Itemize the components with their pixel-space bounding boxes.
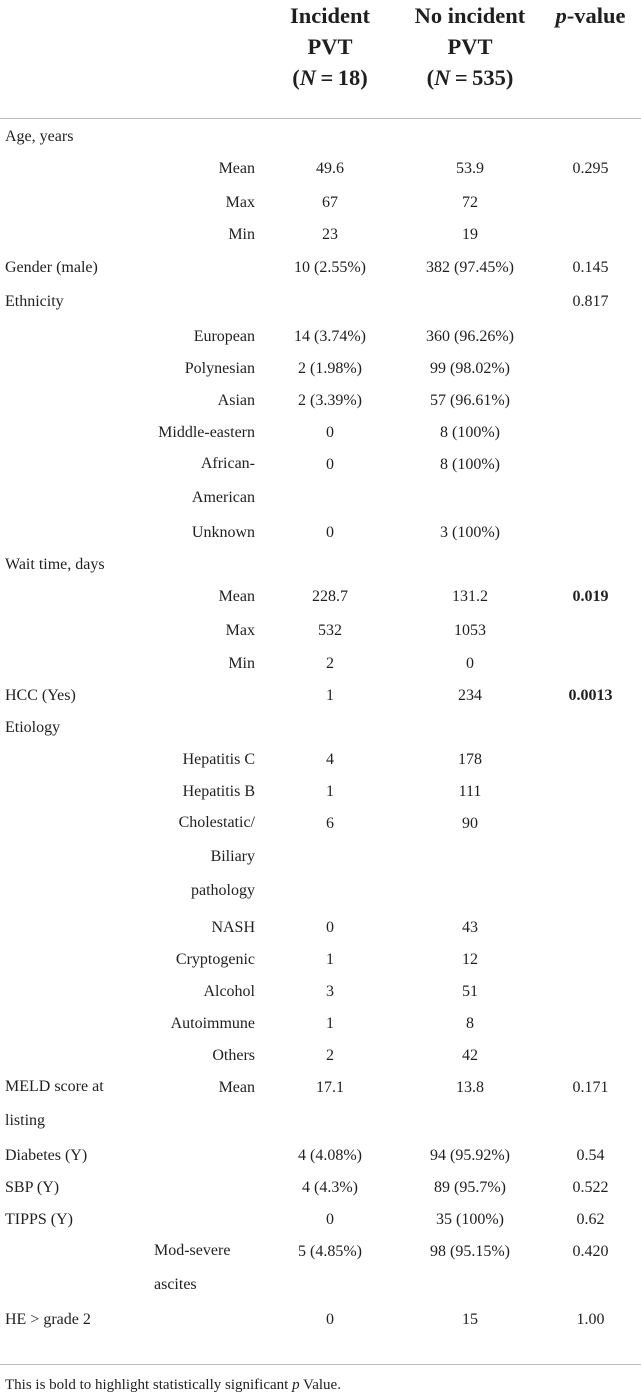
no-incident-pvt-value: 8 (100%)	[440, 423, 500, 441]
incident-pvt-value	[260, 710, 400, 742]
table-row	[0, 742, 641, 774]
incident-pvt-value: 0	[326, 1310, 334, 1328]
row-sublabel	[130, 1202, 260, 1234]
incident-pvt-value: 2 (1.98%)	[298, 359, 362, 377]
table-row	[0, 1070, 641, 1138]
p-value	[540, 613, 641, 646]
incident-pvt-value: 23	[322, 225, 338, 243]
no-incident-pvt-value: 382 (97.45%)	[426, 258, 514, 276]
table-row	[0, 1138, 641, 1170]
row-label	[0, 151, 130, 185]
row-sublabel	[130, 119, 260, 151]
row-sublabel: African- American	[191, 454, 255, 506]
no-incident-pvt-value: 72	[462, 193, 478, 211]
no-incident-pvt-value: 360 (96.26%)	[426, 327, 514, 345]
row-label	[0, 515, 130, 547]
table-row	[0, 1234, 641, 1302]
table-row	[0, 1202, 641, 1234]
table-footnote: This is bold to highlight statistically significant p Value.	[5, 1377, 341, 1393]
incident-pvt-value: 0	[326, 523, 334, 541]
incident-pvt-value: 67	[322, 193, 338, 211]
p-value	[540, 806, 641, 910]
row-label: MELD score at listing	[5, 1077, 104, 1129]
incident-pvt-value: 6	[326, 814, 334, 832]
incident-pvt-value: 49.6	[316, 159, 344, 177]
no-incident-pvt-value: 94 (95.92%)	[430, 1146, 510, 1164]
row-sublabel	[130, 284, 260, 319]
no-incident-pvt-value: 178	[458, 750, 482, 768]
p-value	[540, 646, 641, 678]
table-row	[0, 250, 641, 284]
table-row	[0, 319, 641, 351]
row-sublabel: Max	[225, 193, 255, 211]
row-label: Gender (male)	[5, 258, 98, 276]
row-label	[0, 646, 130, 678]
no-incident-pvt-value	[400, 710, 540, 742]
header-p-value: p-value	[540, 0, 641, 119]
p-value: 0.019	[572, 587, 609, 605]
no-incident-pvt-value	[400, 547, 540, 579]
no-incident-pvt-value: 51	[462, 982, 478, 1000]
no-incident-pvt-value: 12	[462, 950, 478, 968]
p-value: 0.145	[572, 258, 609, 276]
row-sublabel: Mean	[218, 159, 255, 177]
table-row	[0, 974, 641, 1006]
incident-pvt-value: 10 (2.55%)	[294, 258, 366, 276]
no-incident-pvt-value	[400, 284, 540, 319]
table-row	[0, 515, 641, 547]
incident-pvt-value: 1	[326, 782, 334, 800]
table-row	[0, 447, 641, 515]
table-row	[0, 151, 641, 185]
row-sublabel: Middle-eastern	[158, 423, 255, 441]
no-incident-pvt-value: 8 (100%)	[440, 455, 500, 473]
row-label	[0, 1234, 130, 1302]
incident-pvt-value: 1	[326, 686, 334, 704]
incident-pvt-value: 17.1	[316, 1078, 344, 1096]
row-sublabel: Alcohol	[203, 982, 255, 1000]
row-sublabel: Mod-severe ascites	[154, 1241, 231, 1293]
p-value	[540, 974, 641, 1006]
row-sublabel	[130, 1170, 260, 1202]
table-row	[0, 1302, 641, 1334]
incident-pvt-value: 1	[326, 950, 334, 968]
row-sublabel: Mean	[218, 1078, 255, 1096]
header-row	[0, 0, 641, 119]
no-incident-pvt-value: 3 (100%)	[440, 523, 500, 541]
table-row	[0, 119, 641, 151]
row-sublabel: Min	[228, 225, 255, 243]
row-sublabel: Mean	[218, 587, 255, 605]
no-incident-pvt-value	[400, 119, 540, 151]
incident-pvt-value: 4	[326, 750, 334, 768]
row-label	[0, 774, 130, 806]
row-label: Age, years	[5, 128, 74, 145]
row-label	[0, 383, 130, 415]
row-sublabel: Cryptogenic	[175, 950, 255, 968]
p-value	[540, 710, 641, 742]
table-row	[0, 710, 641, 742]
incident-pvt-value: 532	[318, 621, 342, 639]
no-incident-pvt-value: 8	[466, 1014, 474, 1032]
row-sublabel	[130, 547, 260, 579]
table-row	[0, 910, 641, 942]
row-sublabel: NASH	[211, 918, 255, 936]
table-row	[0, 351, 641, 383]
no-incident-pvt-value: 15	[462, 1310, 478, 1328]
row-label: HCC (Yes)	[5, 686, 76, 704]
table-row	[0, 646, 641, 678]
row-sublabel: Cholestatic/ Biliary pathology	[178, 813, 255, 899]
row-label	[0, 942, 130, 974]
p-value: 0.817	[572, 292, 609, 310]
incident-pvt-value: 4 (4.3%)	[302, 1178, 358, 1196]
row-sublabel: Min	[228, 654, 255, 672]
p-value	[540, 119, 641, 151]
row-sublabel: European	[193, 327, 255, 345]
incident-pvt-value: 2	[326, 1046, 334, 1064]
table-row	[0, 1170, 641, 1202]
p-value	[540, 774, 641, 806]
no-incident-pvt-value: 89 (95.7%)	[434, 1178, 506, 1196]
incident-pvt-value: 4 (4.08%)	[298, 1146, 362, 1164]
row-sublabel: Asian	[217, 391, 255, 409]
row-label: TIPPS (Y)	[5, 1210, 74, 1228]
no-incident-pvt-value: 111	[458, 782, 482, 800]
table-row	[0, 547, 641, 579]
incident-pvt-value	[260, 119, 400, 151]
row-label: Ethnicity	[5, 292, 64, 310]
row-label	[0, 319, 130, 351]
incident-pvt-value: 2 (3.39%)	[298, 391, 362, 409]
p-value: 0.54	[576, 1146, 605, 1164]
p-value: 0.420	[572, 1242, 609, 1260]
table-row	[0, 806, 641, 910]
table-row	[0, 1006, 641, 1038]
no-incident-pvt-value: 90	[462, 814, 478, 832]
table-row	[0, 185, 641, 217]
header-incident-pvt: Incident PVT (N = 18)	[260, 0, 400, 119]
p-value: 0.295	[572, 159, 609, 177]
row-sublabel	[130, 1302, 260, 1334]
incident-pvt-value: 1	[326, 1014, 334, 1032]
incident-pvt-value	[260, 547, 400, 579]
row-label	[0, 974, 130, 1006]
p-value	[540, 383, 641, 415]
row-label: SBP (Y)	[5, 1178, 60, 1196]
row-sublabel: Hepatitis C	[182, 750, 255, 768]
p-value	[540, 942, 641, 974]
incident-pvt-value: 5 (4.85%)	[298, 1242, 362, 1260]
row-sublabel: Others	[212, 1046, 255, 1064]
p-value: 1.00	[576, 1310, 605, 1328]
header-no-incident-pvt: No incident PVT (N = 535)	[400, 0, 540, 119]
no-incident-pvt-value: 43	[462, 918, 478, 936]
p-value: 0.62	[576, 1210, 605, 1228]
p-value	[540, 1006, 641, 1038]
table-row	[0, 217, 641, 250]
table-row	[0, 579, 641, 613]
header-sub-col	[130, 0, 260, 119]
row-label	[0, 447, 130, 515]
row-sublabel	[130, 1138, 260, 1170]
incident-pvt-value: 0	[326, 423, 334, 441]
no-incident-pvt-value: 98 (95.15%)	[430, 1242, 510, 1260]
p-value	[540, 515, 641, 547]
p-value	[540, 1038, 641, 1070]
row-sublabel: Max	[225, 621, 255, 639]
table-row	[0, 613, 641, 646]
p-value	[540, 742, 641, 774]
table-row	[0, 774, 641, 806]
row-label	[0, 742, 130, 774]
no-incident-pvt-value: 0	[466, 654, 474, 672]
no-incident-pvt-value: 42	[462, 1046, 478, 1064]
row-sublabel	[130, 250, 260, 284]
row-label	[0, 806, 130, 910]
table-row	[0, 383, 641, 415]
table-row	[0, 1038, 641, 1070]
row-label	[0, 1006, 130, 1038]
incident-pvt-value: 3	[326, 982, 334, 1000]
p-value	[540, 447, 641, 515]
row-sublabel: Polynesian	[184, 359, 255, 377]
p-value: 0.0013	[568, 686, 613, 704]
row-sublabel	[130, 710, 260, 742]
p-value: 0.171	[572, 1078, 609, 1096]
row-label	[0, 415, 130, 447]
p-value	[540, 319, 641, 351]
p-value: 0.522	[572, 1178, 609, 1196]
row-sublabel: Unknown	[191, 523, 255, 541]
row-label: Diabetes (Y)	[5, 1146, 88, 1164]
incident-pvt-value: 14 (3.74%)	[294, 327, 366, 345]
row-label	[0, 217, 130, 250]
row-label: Etiology	[5, 718, 61, 736]
no-incident-pvt-value: 53.9	[456, 159, 484, 177]
incident-pvt-value	[260, 284, 400, 319]
row-label	[0, 351, 130, 383]
table-row	[0, 678, 641, 710]
no-incident-pvt-value: 131.2	[452, 587, 488, 605]
incident-pvt-value: 0	[326, 455, 334, 473]
row-label	[0, 579, 130, 613]
incident-pvt-value: 0	[326, 1210, 334, 1228]
p-value	[540, 217, 641, 250]
table-row	[0, 415, 641, 447]
no-incident-pvt-value: 13.8	[456, 1078, 484, 1096]
p-value	[540, 185, 641, 217]
table-row	[0, 284, 641, 319]
row-sublabel: Hepatitis B	[182, 782, 255, 800]
no-incident-pvt-value: 19	[462, 225, 478, 243]
row-label	[0, 1038, 130, 1070]
no-incident-pvt-value: 35 (100%)	[436, 1210, 504, 1228]
table-row	[0, 942, 641, 974]
incident-pvt-value: 228.7	[312, 587, 348, 605]
no-incident-pvt-value: 99 (98.02%)	[430, 359, 510, 377]
row-sublabel: Autoimmune	[170, 1014, 255, 1032]
row-label	[0, 185, 130, 217]
incident-pvt-value: 0	[326, 918, 334, 936]
incident-pvt-value: 2	[326, 654, 334, 672]
no-incident-pvt-value: 57 (96.61%)	[430, 391, 510, 409]
table-body	[0, 119, 641, 1334]
row-label: HE > grade 2	[5, 1310, 91, 1328]
p-value	[540, 351, 641, 383]
p-value	[540, 910, 641, 942]
no-incident-pvt-value: 234	[458, 686, 482, 704]
footnote-divider	[0, 1364, 641, 1365]
row-label	[0, 910, 130, 942]
p-value	[540, 547, 641, 579]
header-label-col	[0, 0, 130, 119]
row-label	[0, 613, 130, 646]
p-value	[540, 415, 641, 447]
row-sublabel	[130, 678, 260, 710]
no-incident-pvt-value: 1053	[454, 621, 486, 639]
row-label: Wait time, days	[5, 555, 105, 573]
